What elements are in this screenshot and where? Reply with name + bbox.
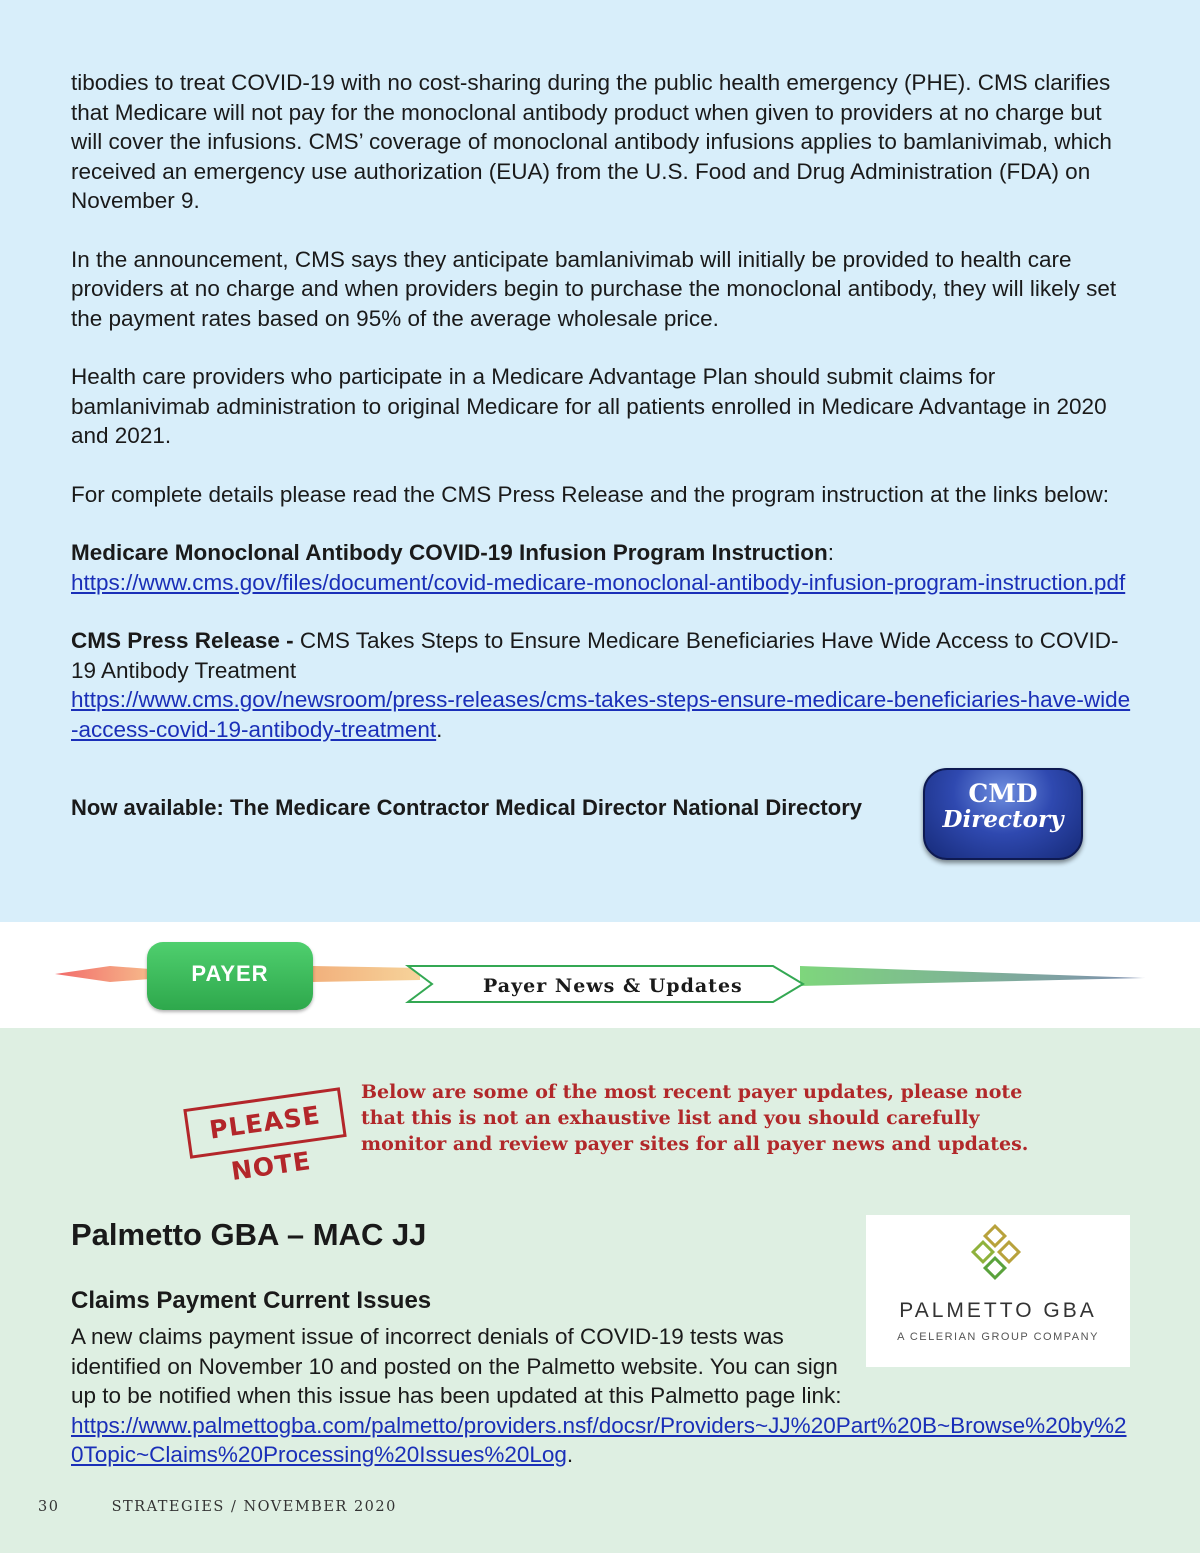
payer-note-text: Below are some of the most recent payer updates, please note that this is not an exhaustive list and you should carefully monitor and review payer sites for all payer news and updates. — [361, 1081, 1029, 1155]
palmetto-logo — [866, 1215, 1130, 1367]
main-content — [71, 68, 1131, 833]
intro-paragraph-2: In the announcement, CMS says they anticipate bamlanivimab will initially be provided to health care providers at no charge and when providers begin to purchase the monoclonal antibody, they will likely set the payment rates based on 95% of the average wholesale price. — [71, 246, 1117, 331]
payer-pill: PAYER — [147, 942, 313, 1010]
intro-paragraph-3: Health care providers who participate in a Medicare Advantage Plan should submit claims for bamlanivimab administration to original Medicare for all patients enrolled in Medicare Advantage in 2020 and 2021. — [71, 364, 1107, 448]
press-label: CMS Press Release - — [71, 628, 294, 653]
palmetto-logo-name: PALMETTO GBA — [899, 1299, 1097, 1322]
cmd-directory-button[interactable] — [923, 768, 1083, 860]
palmetto-body-text: A new claims payment issue of incorrect denials of COVID-19 tests was identified on November 10 and posted on the Palmetto website. You can sign up to be notified when this issue has been updated at this Palmetto page link: — [71, 1324, 842, 1408]
publication-name: STRATEGIES / NOVEMBER 2020 — [111, 1499, 397, 1515]
directory-label: Now available: The Medicare Contractor Medical Director National Directory — [71, 795, 862, 820]
palmetto-logo-mark-icon — [866, 1215, 1130, 1295]
cmd-button-line2: Directory — [942, 806, 1064, 833]
directory-row — [71, 773, 1131, 833]
palmetto-link[interactable]: https://www.palmettogba.com/palmetto/providers.nsf/docsr/Providers~JJ%20Part%20B~Browse%20by%20Topic~Claims%20Processing%20Issues%20Log — [71, 1412, 1127, 1467]
banner-left-arrow — [55, 966, 150, 982]
instruction-title: Medicare Monoclonal Antibody COVID-19 Infusion Program Instruction — [71, 540, 828, 565]
palmetto-logo-tagline: A CELERIAN GROUP COMPANY — [897, 1331, 1099, 1343]
instruction-link[interactable]: https://www.cms.gov/files/document/covid-medicare-monoclonal-antibody-infusion-program-instruction.pdf — [71, 569, 1126, 595]
press-title: CMS Takes Steps to Ensure Medicare Beneficiaries Have Wide Access to COVID-19 Antibody Treatment — [71, 628, 1119, 683]
palmetto-body: A new claims payment issue of incorrect denials of COVID-19 tests was identified on November 10 and posted on the Palmetto website. You can sign up to be notified when this issue has been updated at this Palmetto page link: https://www.palmettogba.com/palmetto/providers.nsf/docsr/Providers~JJ%20Part%20B~Browse%20by%20Topic~Claims%20Processing%20Issues%20Log. — [71, 1324, 1127, 1467]
cmd-button-line1: CMD — [968, 779, 1038, 808]
banner-right-arrow — [800, 966, 1145, 986]
instruction-block: Medicare Monoclonal Antibody COVID-19 Infusion Program Instruction: https://www.cms.gov/files/document/covid-medicare-monoclonal-antibody-infusion-program-instruction.pdf — [71, 540, 1126, 595]
banner-mid-bar — [312, 966, 420, 982]
payer-news-title: Payer News & Updates — [483, 975, 743, 997]
please-note-stamp: PLEASE NOTE — [183, 1087, 346, 1159]
palmetto-heading: Palmetto GBA – MAC JJ — [71, 1217, 427, 1252]
press-release-link[interactable]: https://www.cms.gov/newsroom/press-releases/cms-takes-steps-ensure-medicare-beneficiaries-have-wide-access-covid-19-antibody-treatment — [71, 687, 1131, 742]
intro-paragraph-1: tibodies to treat COVID-19 with no cost-sharing during the public health emergency (PHE). CMS clarifies that Medicare will not pay for the monoclonal antibody product when given to providers at no charge but will cover the infusions. CMS’ coverage of monoclonal antibody infusions applies to bamlanivimab, which received an emergency use authorization (EUA) from the U.S. Food and Drug Administration (FDA) on November 9. — [71, 70, 1112, 213]
intro-paragraph-4: For complete details please read the CMS Press Release and the program instruction at the links below: — [71, 481, 1110, 507]
press-release-block: CMS Press Release - CMS Takes Steps to Ensure Medicare Beneficiaries Have Wide Access to COVID-19 Antibody Treatment https://www.cms.gov/newsroom/press-releases/cms-takes-steps-ensure-medicare-beneficiaries-have-wide-access-covid-19-antibody-treatment. — [71, 628, 1131, 742]
claims-subheading: Claims Payment Current Issues — [71, 1287, 432, 1314]
page-footer — [38, 1499, 397, 1515]
page-number: 30 — [38, 1499, 60, 1515]
